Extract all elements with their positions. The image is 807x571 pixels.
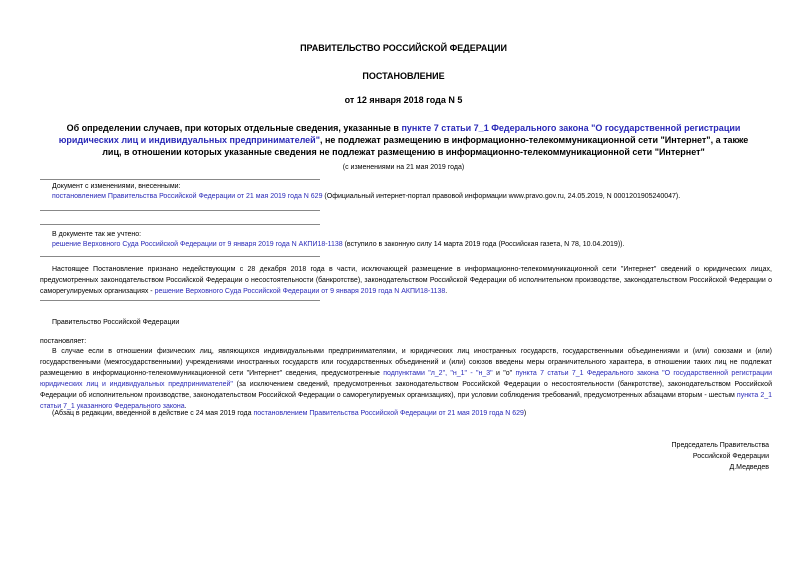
title-text-part2: , не подлежат размещению в информационно-телекоммуникационной сети "Интернет", а также лиц, в отношении которых указанные сведения не подлежат размещению в информационно-телекоммуникационной сети "Интернет" bbox=[102, 135, 749, 157]
invalidity-end: . bbox=[445, 288, 448, 295]
edition-text: (Абзац в редакции, введенной в действие с 24 мая 2019 года bbox=[52, 410, 254, 417]
also-label: В документе так же учтено: bbox=[52, 231, 142, 238]
main-text-end: . bbox=[184, 403, 187, 410]
divider bbox=[40, 224, 320, 225]
signature-country: Российской Федерации bbox=[692, 453, 769, 460]
supreme-court-decision-link[interactable]: решение Верховного Суда Российской Федерации от 9 января 2019 года N АКПИ18-1138 bbox=[52, 241, 343, 248]
also-reference bbox=[52, 239, 782, 250]
main-text-part1: В случае если в отношении физических лиц, являющихся индивидуальными предпринимателями, и юридических лиц иностранных государств, государственными объединениями и (или) союзами и (или) государственными (межгосударственными) учреждениями иностранных государств или государственных объединений и (или) союзов введены меры ограничительного характера, в отношении таких лиц не подлежат размещению в информационно-телекоммуникационной сети "Интернет" сведения, предусмотренные bbox=[40, 348, 772, 377]
document-type-heading: ПОСТАНОВЛЕНИЕ bbox=[362, 71, 445, 81]
edition-note bbox=[52, 408, 772, 419]
document-date-number: от 12 января 2018 года N 5 bbox=[344, 95, 463, 105]
article-7-1-link[interactable]: пункта 7 статьи 7_1 Федерального закона "О государственной регистрации юридических лиц и индивидуальных предпринимателей" bbox=[40, 370, 773, 388]
government-heading: ПРАВИТЕЛЬСТВО РОССИЙСКОЙ ФЕДЕРАЦИИ bbox=[300, 43, 507, 53]
edition-end: ) bbox=[523, 410, 527, 417]
main-text-part2: и "о" bbox=[492, 370, 516, 377]
decides-label: постановляет: bbox=[40, 338, 87, 345]
changes-decree-link[interactable]: постановлением Правительства Российской Федерации от 21 мая 2019 года N 629 bbox=[52, 193, 323, 200]
title-law-link[interactable]: пункте 7 статьи 7_1 Федерального закона "О государственной регистрации юридических лиц и индивидуальных предпринимателей" bbox=[58, 123, 741, 145]
changes-reference bbox=[52, 191, 782, 202]
signature-name: Д.Медведев bbox=[729, 464, 769, 471]
changes-label: Документ с изменениями, внесенными: bbox=[52, 183, 181, 190]
also-source: (вступило в законную силу 14 марта 2019 года (Российская газета, N 78, 10.04.2019)). bbox=[342, 241, 625, 248]
title-text-part1: Об определении случаев, при которых отдельные сведения, указанные в bbox=[66, 123, 402, 133]
divider bbox=[40, 179, 320, 180]
government-label: Правительство Российской Федерации bbox=[52, 319, 180, 326]
divider bbox=[40, 256, 320, 257]
invalidity-notice bbox=[40, 264, 772, 297]
edition-decree-link[interactable]: постановлением Правительства Российской Федерации от 21 мая 2019 года N 629 bbox=[253, 410, 524, 417]
main-paragraph bbox=[40, 346, 772, 412]
amendment-note: (с изменениями на 21 мая 2019 года) bbox=[342, 164, 465, 171]
main-text-part3: (за исключением сведений, предусмотренных законодательством Российской Федерации о несостоятельности (банкротстве), законодательством Российской Федерации об исполнительном производстве, законодательством Российской Федерации о саморегулируемых организациях), при условии соблюдения требований, предусмотренных абзацами вторым - шестым bbox=[40, 381, 772, 399]
divider bbox=[40, 210, 320, 211]
invalidity-text: Настоящее Постановление признано недействующим с 28 декабря 2018 года в части, исключающей размещение в информационно-телекоммуникационной сети "Интернет" сведений о юридических лицах, предусмотренных законодательством Российской Федерации о несостоятельности (банкротстве), законодательством Российской Федерации об исполнительном производстве, законодательством Российской Федерации о саморегулируемых организациях - bbox=[40, 266, 772, 295]
document-title bbox=[50, 122, 757, 158]
subparagraphs-link[interactable]: подпунктами "л_2", "н_1" - "н_3" bbox=[383, 370, 493, 377]
signature-block bbox=[672, 440, 769, 473]
signature-position: Председатель Правительства bbox=[671, 442, 769, 449]
changes-source: (Официальный интернет-портал правовой информации www.pravo.gov.ru, 24.05.2019, N 0001201905240047). bbox=[322, 193, 681, 200]
point-2-1-link[interactable]: пункта 2_1 статьи 7_1 указанного Федерального закона bbox=[40, 392, 772, 410]
divider bbox=[40, 300, 320, 301]
invalidity-decision-link[interactable]: решение Верховного Суда Российской Федерации от 9 января 2019 года N АКПИ18-1138 bbox=[154, 288, 446, 295]
